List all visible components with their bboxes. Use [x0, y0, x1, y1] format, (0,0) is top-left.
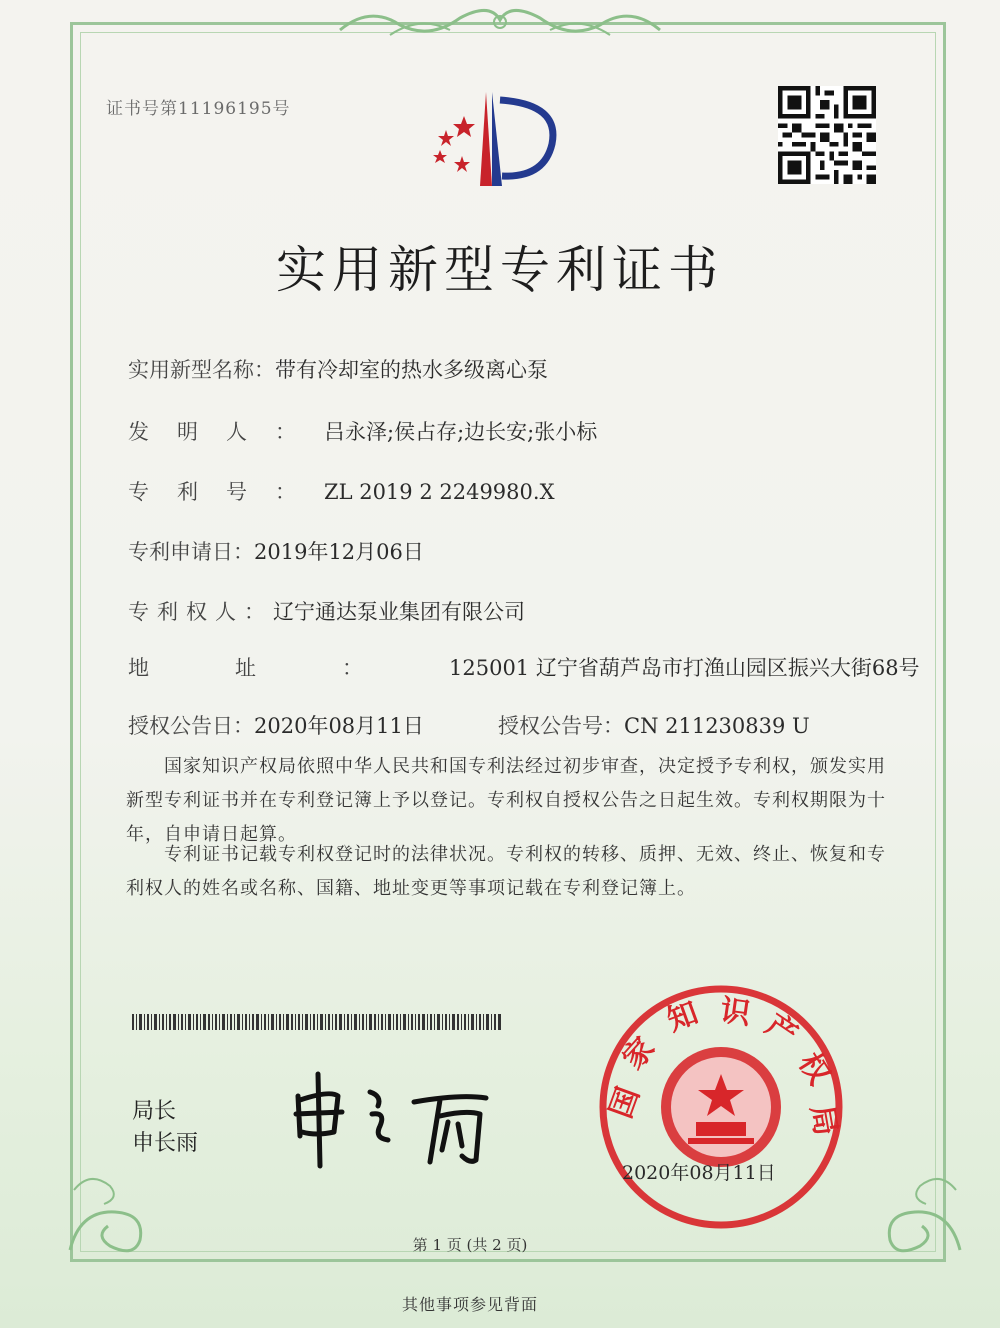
field-application-date	[128, 536, 424, 566]
handwritten-signature-icon	[290, 1066, 520, 1170]
seal-date: 2020年08月11日	[622, 1162, 776, 1184]
signatory-name: 申长雨	[132, 1131, 199, 1156]
certificate-title: 实用新型专利证书	[276, 241, 724, 299]
field-value: 125001 辽宁省葫芦岛市打渔山园区振兴大街68号	[449, 656, 920, 680]
legal-paragraph: 国家知识产权局依照中华人民共和国专利法经过初步审查，决定授予专利权，颁发实用新型专利证书并在专利登记簿上予以登记。专利权自授权公告之日起生效。专利权期限为十年，自申请日起算。	[126, 756, 886, 845]
barcode-icon	[132, 1014, 502, 1030]
top-ornament-icon	[330, 0, 670, 40]
svg-text:识: 识	[718, 993, 753, 1033]
field-label: 实用新型名称：	[128, 358, 275, 382]
field-patentee	[128, 596, 525, 626]
field-label: 授权公告日：	[128, 714, 254, 738]
field-label: 专利号：	[128, 480, 324, 504]
svg-text:权: 权	[791, 1046, 837, 1091]
field-label: 地址：	[128, 656, 449, 680]
official-seal-icon	[596, 982, 846, 1232]
qr-code-icon	[778, 86, 876, 184]
certificate-number: 证书号第11196195号	[106, 99, 291, 119]
legal-paragraph: 专利证书记载专利权登记时的法律状况。专利权的转移、质押、无效、终止、恢复和专利权人的姓名或名称、国籍、地址变更等事项记载在专利登记簿上。	[126, 844, 886, 899]
field-label: 发明人：	[128, 420, 324, 444]
page-number: 第 1 页 (共 2 页)	[412, 1236, 528, 1254]
svg-text:产: 产	[759, 1007, 804, 1054]
signatory-role: 局长	[132, 1099, 177, 1124]
field-value: 2020年08月11日	[254, 714, 424, 738]
field-patent-number	[128, 476, 555, 506]
svg-text:国: 国	[603, 1082, 647, 1123]
field-value: 辽宁通达泵业集团有限公司	[273, 600, 525, 624]
svg-text:知: 知	[662, 995, 703, 1039]
footer-note: 其他事项参见背面	[401, 1295, 538, 1314]
field-grant-date	[128, 710, 424, 740]
field-value: ZL 2019 2 2249980.X	[324, 480, 555, 504]
field-value: 吕永泽;侯占存;边长安;张小标	[324, 420, 598, 444]
field-value: 2019年12月06日	[254, 540, 424, 564]
field-grant-number	[498, 710, 810, 740]
field-utility-model-name	[128, 354, 548, 384]
svg-text:局: 局	[803, 1102, 844, 1139]
field-label: 授权公告号：	[498, 714, 624, 738]
field-inventor	[128, 416, 597, 446]
svg-text:家: 家	[615, 1030, 662, 1077]
field-label: 专利申请日：	[128, 540, 254, 564]
cnipa-logo-icon	[420, 86, 570, 198]
field-value: 带有冷却室的热水多级离心泵	[275, 358, 548, 382]
field-label: 专利权人：	[128, 600, 273, 624]
field-value: CN 211230839 U	[624, 714, 810, 738]
field-address	[128, 652, 920, 682]
